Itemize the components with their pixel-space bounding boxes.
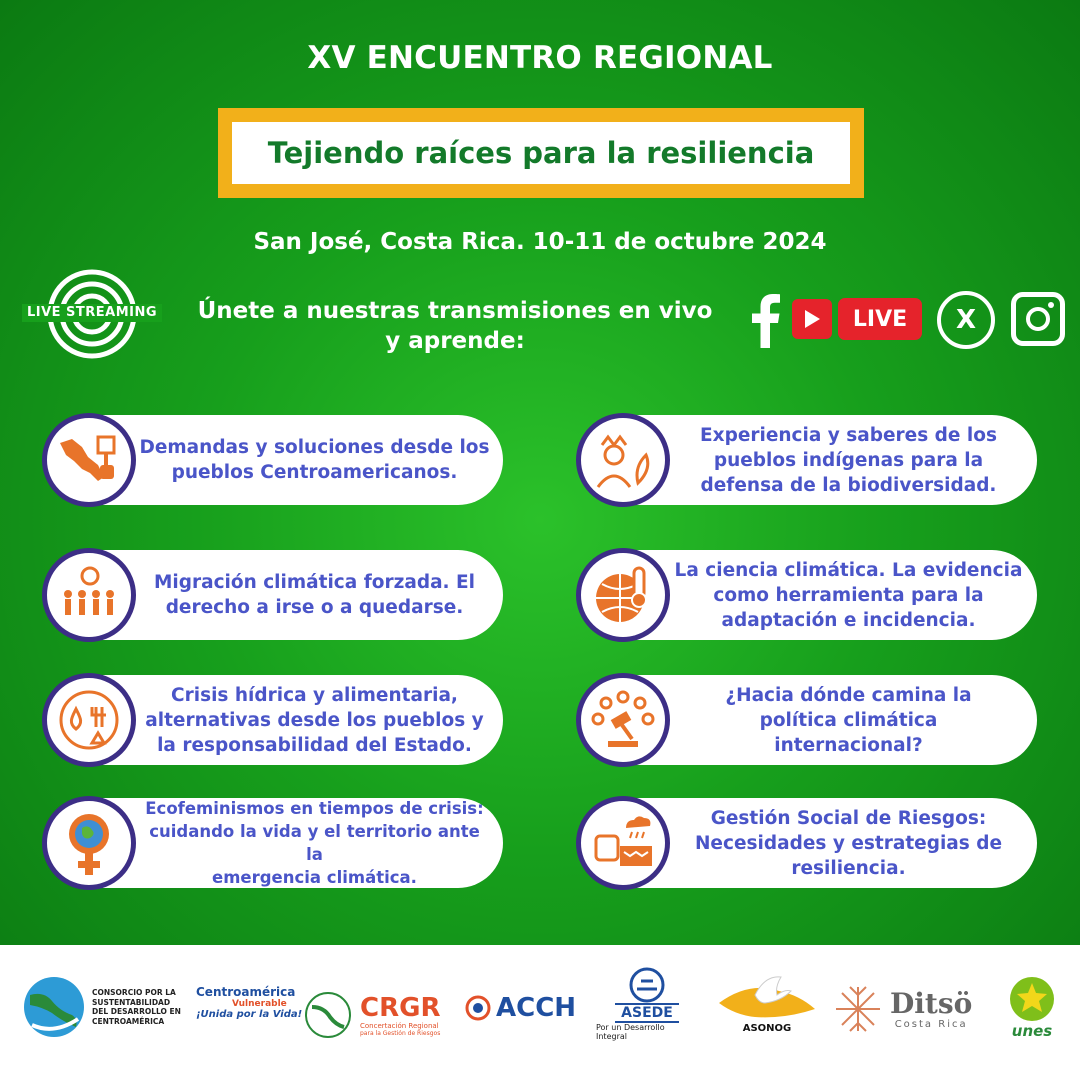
cav-name: Centroamérica [196,985,296,999]
topic-text [672,675,1025,765]
topic-line: pueblos indígenas para la [713,449,984,471]
facebook-icon[interactable] [748,292,782,348]
central-america-protest-icon [42,413,136,507]
asonog-dove-map-icon [715,973,819,1023]
topic-card-ciencia [582,550,1037,640]
topic-text [138,675,491,765]
logo-ditso [832,983,972,1035]
migration-icon [42,548,136,642]
risk-management-icon [576,796,670,890]
topic-line: como herramienta para la [713,584,984,606]
topic-line: adaptación e incidencia. [721,609,976,631]
topic-line: cuidando la vida y el territorio ante la [149,822,480,864]
asede-name: ASEDE [615,1003,679,1023]
consorcio-name [92,988,181,1026]
event-place-date: San José, Costa Rica. 10-11 de octubre 2024 [253,229,827,255]
topic-line: internacional? [774,734,923,756]
topic-line: Ecofeminismos en tiempos de crisis: [145,799,484,818]
unes-star-icon [1008,975,1056,1023]
asede-emblem-icon [627,967,667,1003]
crgr-globe-icon [302,989,354,1041]
title-frame [218,108,864,198]
asede-sub: Por un Desarrollo Integral [596,1023,665,1041]
logo-crgr [302,989,440,1041]
topic-line: Gestión Social de Riesgos: [710,807,987,829]
topic-text [672,415,1025,505]
crgr-sub2: para la Gestión de Riesgos [360,1029,441,1037]
topic-line: alternativas desde los pueblos y [145,709,484,731]
consorcio-line: CONSORCIO POR LA [92,988,176,997]
topic-text [138,415,491,505]
topic-line: Experiencia y saberes de los [700,424,997,446]
streaming-invite [170,296,740,356]
streaming-invite-line2: y aprende: [385,328,525,354]
logo-unes [1004,975,1060,1039]
topic-card-saberes [582,415,1037,505]
consorcio-line: SUSTENTABILIDAD [92,997,171,1007]
topic-text [138,550,491,640]
topic-card-demandas [48,415,503,505]
event-title: Tejiendo raíces para la resiliencia [232,122,850,184]
acch-swirl-icon [464,994,492,1022]
topic-text [672,798,1025,888]
topic-line: Demandas y soluciones desde los [139,437,490,458]
topic-line: Necesidades y estrategias de [694,832,1003,854]
topic-line: resiliencia. [791,857,906,879]
logo-centroamerica-vulnerable [196,985,302,1020]
topic-line: Migración climática forzada. El [153,572,476,593]
sponsor-logos-footer [0,945,1080,1080]
topic-line: pueblos Centroamericanos. [171,462,458,483]
acch-name: ACCH [496,993,577,1023]
topic-line: política climática [759,709,938,731]
ditso-name: Ditsö [890,986,973,1020]
ecofeminism-icon [42,796,136,890]
topic-text [672,550,1025,640]
logo-asonog [714,973,820,1034]
crgr-sub1: Concertación Regional [360,1021,439,1030]
topic-card-ecofeminismos [48,798,503,888]
consorcio-map-icon [22,975,86,1039]
topic-line: derecho a irse o a quedarse. [165,597,464,618]
youtube-icon[interactable] [792,299,832,339]
live-streaming-badge [22,268,162,360]
instagram-icon[interactable] [1011,292,1065,346]
ditso-sub: Costa Rica [894,1018,968,1030]
logo-acch [464,993,576,1023]
consorcio-line: CENTROAMÉRICA [92,1016,165,1026]
consorcio-line: DEL DESARROLLO EN [92,1007,181,1016]
topic-line: Crisis hídrica y alimentaria, [171,684,458,706]
water-food-crisis-icon [42,673,136,767]
topic-line: la responsabilidad del Estado. [157,734,472,756]
topic-card-gestion-riesgos [582,798,1037,888]
x-twitter-icon[interactable]: X [937,291,995,349]
topic-text [138,798,491,888]
ditso-root-icon [832,983,884,1035]
logo-asede [596,967,698,1041]
topic-card-migracion [48,550,503,640]
climate-policy-icon [576,673,670,767]
topic-card-politica [582,675,1037,765]
cav-slogan: ¡Unida por la Vida! [196,1009,303,1020]
topic-card-crisis-hidrica [48,675,503,765]
logo-consorcio [22,975,181,1039]
topic-line: ¿Hacia dónde camina la [725,684,972,706]
ditso-text [890,986,973,1030]
crgr-text [360,994,440,1037]
event-headline: XV ENCUENTRO REGIONAL [307,40,773,76]
climate-science-icon [576,548,670,642]
asonog-name: ASONOG [742,1023,792,1034]
cav-sub: Vulnerable [232,999,287,1009]
topic-line: La ciencia climática. La evidencia [674,559,1023,581]
youtube-live-label[interactable]: LIVE [838,298,922,340]
live-streaming-label: LIVE STREAMING [22,304,162,322]
unes-name: unes [1011,1022,1053,1040]
indigenous-knowledge-icon [576,413,670,507]
topic-line: emergencia climática. [212,868,417,887]
topic-line: defensa de la biodiversidad. [700,474,997,496]
crgr-name: CRGR [360,992,441,1023]
streaming-invite-line1: Únete a nuestras transmisiones en vivo [197,298,713,324]
